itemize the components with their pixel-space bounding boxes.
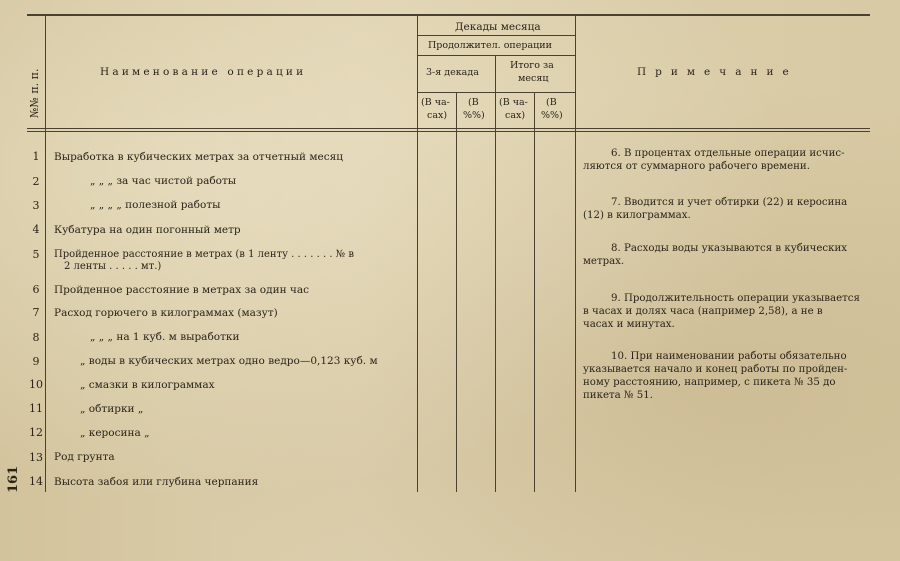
- row-number: 7: [32, 306, 40, 319]
- note-line: 8. Расходы воды указываются в кубических: [611, 243, 847, 254]
- note-line: метрах.: [583, 256, 625, 267]
- row-number: 2: [32, 175, 40, 188]
- row-number: 11: [29, 402, 43, 415]
- note-line: 10. При наименовании работы обязательно: [611, 351, 847, 362]
- row-label: Высота забоя или глубина черпания: [54, 476, 259, 488]
- decades-title: Декады месяца: [455, 21, 541, 33]
- total-percent-header-2: %%): [541, 110, 563, 121]
- operation-col-divider: [417, 14, 418, 492]
- page-number: 161: [6, 465, 21, 493]
- total-hours-header-1: (В ча-: [499, 97, 528, 108]
- note-9: [583, 292, 878, 331]
- row-label: Пройденное расстояние в метрах за один час: [54, 284, 309, 296]
- decade-percent-header-1: (В: [468, 97, 479, 108]
- decade-hours-header-1: (В ча-: [421, 97, 450, 108]
- decades-title-divider: [417, 35, 575, 36]
- top-border: [27, 14, 870, 16]
- total-hours-header-2: сах): [505, 110, 526, 121]
- row-label: Род грунта: [54, 451, 115, 463]
- duration-title: Продолжител. операции: [428, 40, 552, 51]
- note-line: 9. Продолжительность операции указывается: [611, 293, 860, 304]
- row-number: 3: [32, 199, 40, 212]
- month-total-header-line1: Итого за: [510, 60, 554, 71]
- decade-percent-header-2: %%): [463, 110, 485, 121]
- decade-sub-divider: [456, 92, 457, 492]
- note-10: [583, 350, 878, 402]
- decade-total-divider: [495, 55, 496, 492]
- row-number: 13: [29, 451, 43, 464]
- total-percent-header-1: (В: [546, 97, 557, 108]
- row-label: „ „ „ за час чистой работы: [90, 175, 237, 187]
- row-label: Кубатура на один погонный метр: [54, 224, 241, 236]
- note-line: пикета № 51.: [583, 390, 654, 401]
- row-label: „ „ „ „ полезной работы: [90, 199, 221, 211]
- num-col-divider: [45, 14, 46, 492]
- note-line: часах и минутах.: [583, 319, 675, 330]
- row-number: 6: [32, 283, 40, 296]
- row-label-cont: 2 ленты . . . . . мт.): [64, 261, 162, 272]
- row-label: „ керосина „: [80, 427, 150, 439]
- note-line: 7. Вводится и учет обтирки (22) и керосина: [611, 197, 848, 208]
- operation-col-header: Наименование операции: [100, 66, 307, 78]
- row-number: 5: [32, 248, 40, 261]
- third-decade-header: 3-я декада: [426, 67, 479, 78]
- note-7: [583, 196, 878, 222]
- row-number: 9: [32, 355, 40, 368]
- row-number: 12: [29, 426, 43, 439]
- subheader-divider: [417, 92, 575, 93]
- decades-col-divider: [575, 14, 576, 492]
- header-bottom-border: [27, 128, 870, 129]
- row-label: „ обтирки „: [80, 403, 144, 415]
- row-number: 4: [32, 223, 40, 236]
- row-label: „ воды в кубических метрах одно ведро—0,123 куб. м: [80, 355, 378, 367]
- row-label: „ „ „ на 1 куб. м выработки: [90, 331, 240, 343]
- num-col-header: №№ п. п.: [28, 68, 41, 118]
- row-label: Пройденное расстояние в метрах (в 1 ленту . . . . . . . № в: [54, 249, 354, 260]
- note-8: [583, 242, 878, 268]
- notes-col-header: Примечание: [637, 66, 798, 78]
- row-number: 1: [32, 150, 40, 163]
- total-sub-divider: [534, 92, 535, 492]
- row-label: Выработка в кубических метрах за отчетный месяц: [54, 151, 344, 163]
- row-number: 14: [29, 475, 43, 488]
- row-number: 8: [32, 331, 40, 344]
- note-line: 6. В процентах отдельные операции исчис-: [611, 148, 845, 159]
- header-bottom-border-2: [27, 131, 870, 132]
- note-line: в часах и долях часа (например 2,58), а не в: [583, 306, 823, 317]
- note-line: (12) в килограммах.: [583, 210, 691, 221]
- month-total-header-line2: месяц: [518, 73, 549, 84]
- note-line: ному расстоянию, например, с пикета № 35 до: [583, 377, 836, 388]
- note-line: ляются от суммарного рабочего времени.: [583, 161, 810, 172]
- decade-hours-header-2: сах): [427, 110, 448, 121]
- note-6: [583, 147, 878, 173]
- row-label: Расход горючего в килограммах (мазут): [54, 307, 278, 319]
- note-line: указывается начало и конец работы по пройден-: [583, 364, 848, 375]
- duration-title-divider: [417, 55, 575, 56]
- row-label: „ смазки в килограммах: [80, 379, 215, 391]
- row-number: 10: [29, 378, 43, 391]
